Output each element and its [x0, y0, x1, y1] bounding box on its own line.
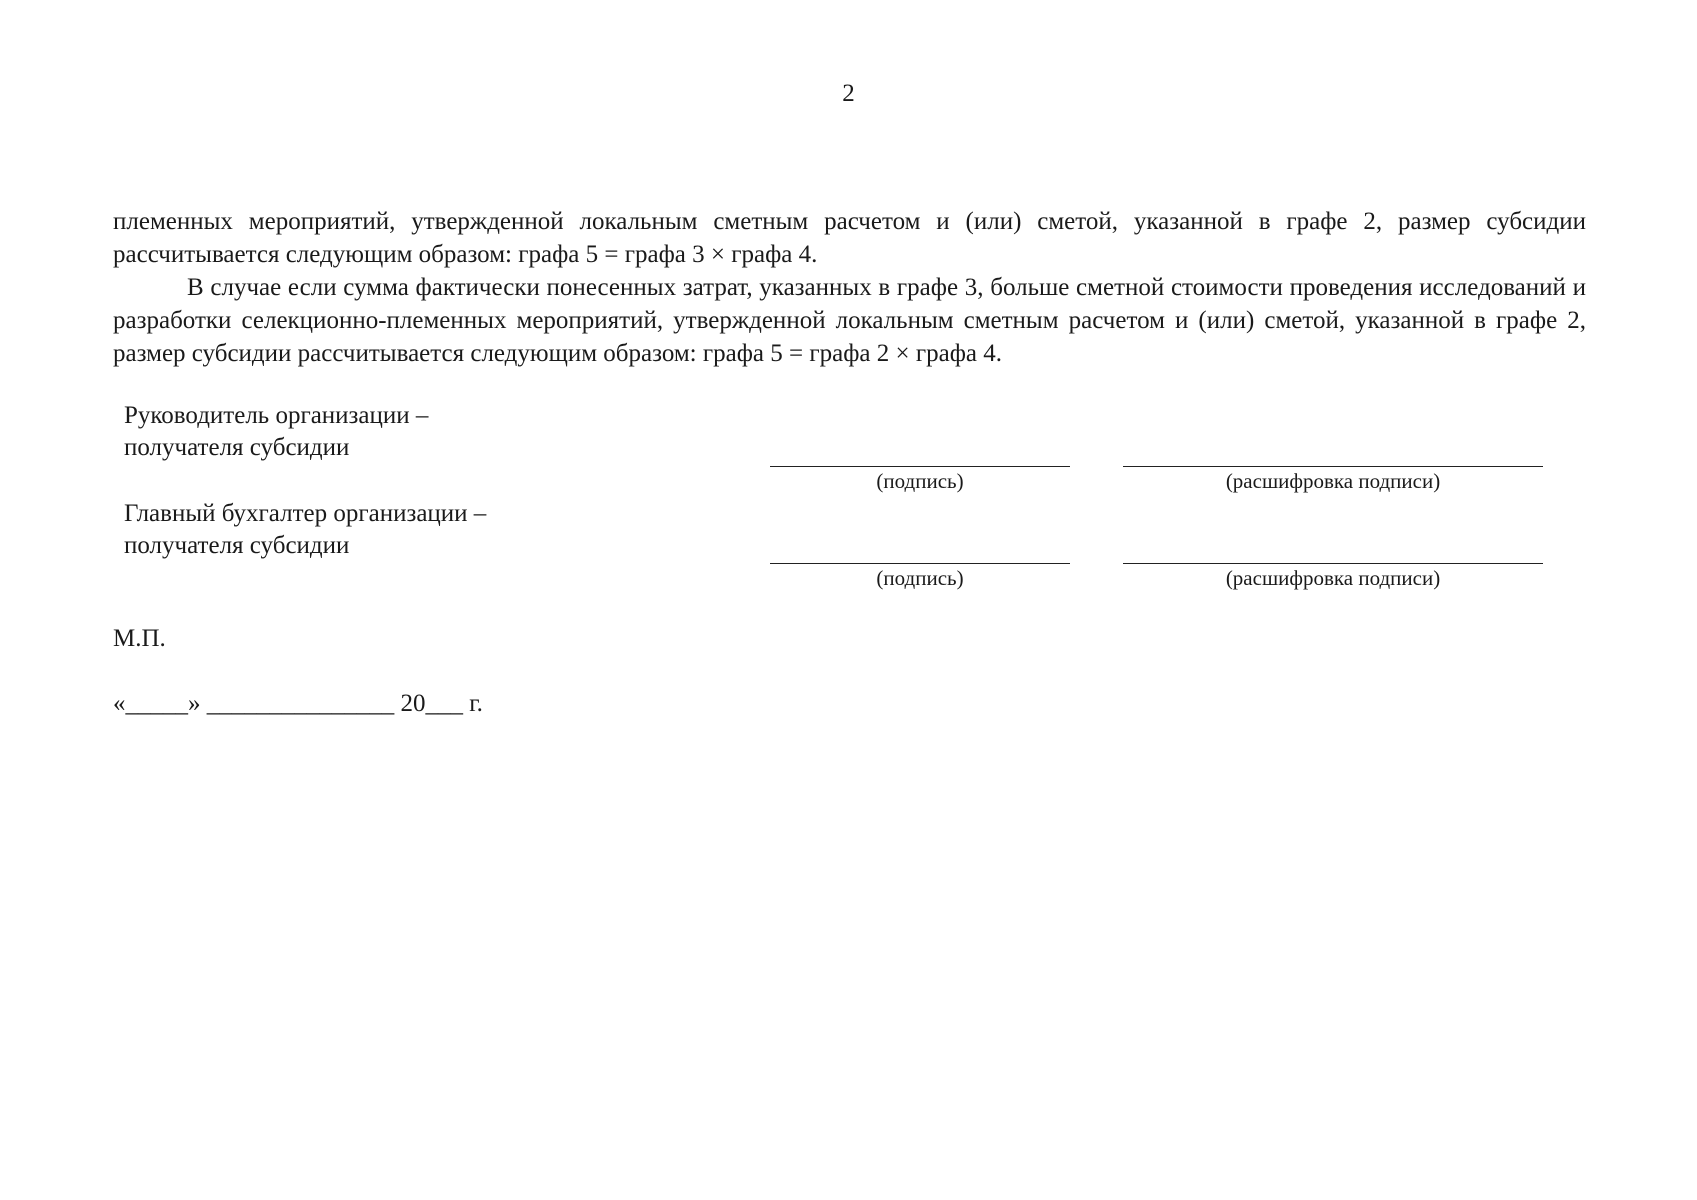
stamp-place-label: М.П. — [113, 625, 166, 652]
signatory-head-label — [124, 400, 428, 464]
accountant-decryption-caption: (расшифровка подписи) — [1225, 566, 1441, 590]
accountant-signature-line — [770, 563, 1070, 564]
signatory-accountant-label — [124, 498, 486, 562]
signatory-accountant-subtitle: получателя субсидии — [124, 532, 350, 559]
paragraph-continuation: племенных мероприятий, утвержденной локальным сметным расчетом и (или) сметой, указанной в графе 2, размер субсидии рассчитывается следующим образом: графа 5 = графа 3 × графа 4. — [113, 208, 1586, 268]
head-decryption-line — [1123, 466, 1543, 467]
signatory-head-title: Руководитель организации – — [124, 402, 429, 429]
date-line: «_____» _______________ 20___ г. — [113, 690, 483, 717]
body-text — [113, 205, 1586, 370]
signatory-head-subtitle: получателя субсидии — [124, 434, 350, 461]
accountant-signature-caption: (подпись) — [876, 566, 964, 590]
paragraph-condition: В случае если сумма фактически понесенных затрат, указанных в графе 3, больше сметной стоимости проведения исследований и разработки селекционно-племенных мероприятий, утвержденной локальным сметным расчетом и (или) сметой, указанной в графе 2, размер субсидии рассчитывается следующим образом: графа 5 = графа 2 × графа 4. — [113, 274, 1586, 367]
head-signature-caption: (подпись) — [876, 469, 964, 493]
signatory-accountant-title: Главный бухгалтер организации – — [124, 500, 487, 527]
head-signature-line — [770, 466, 1070, 467]
page-number: 2 — [842, 80, 855, 107]
accountant-decryption-line — [1123, 563, 1543, 564]
head-decryption-caption: (расшифровка подписи) — [1225, 469, 1441, 493]
